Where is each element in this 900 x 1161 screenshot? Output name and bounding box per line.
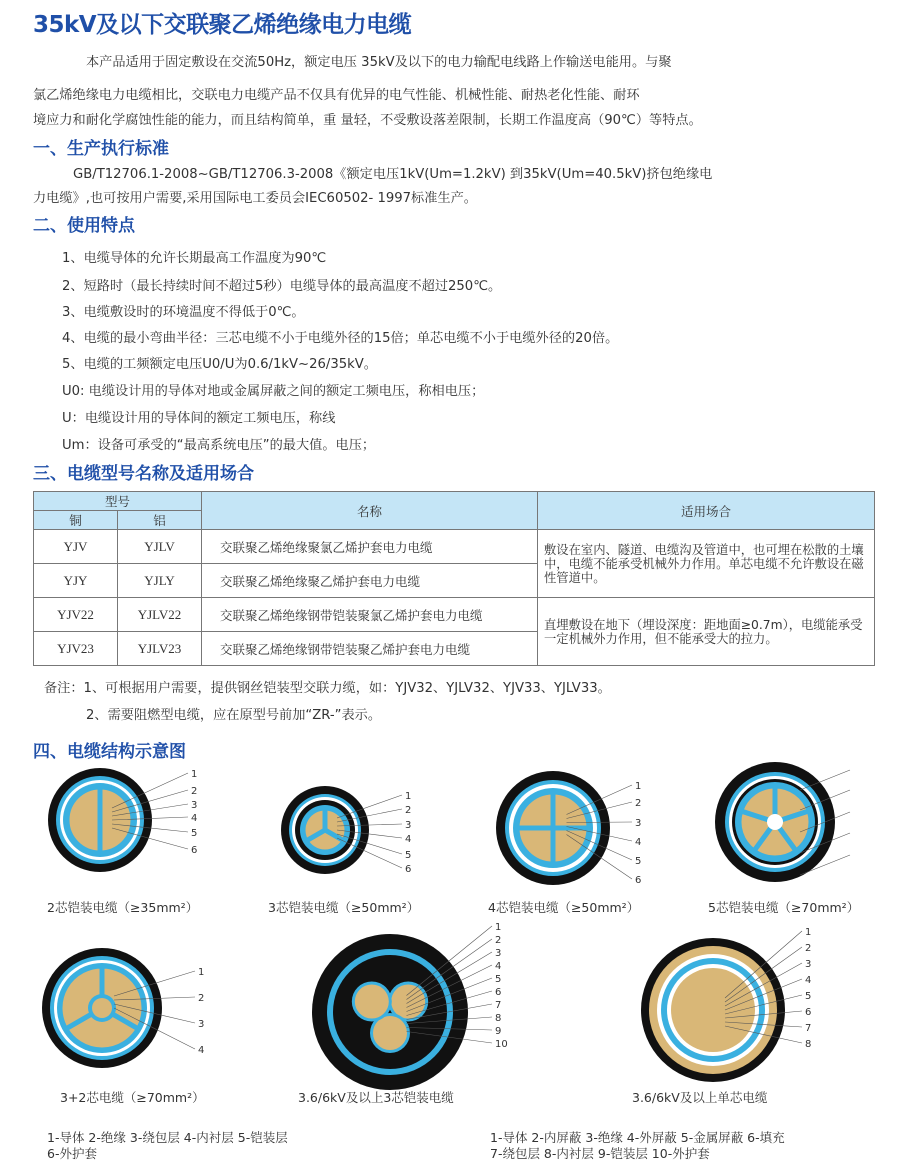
copper-model: YJV22 bbox=[34, 598, 118, 632]
label-number: 5 bbox=[805, 991, 812, 1002]
label-number: 3 bbox=[191, 800, 198, 811]
header-model: 型号 bbox=[34, 492, 202, 511]
label-number: 2 bbox=[198, 993, 205, 1004]
table-row bbox=[34, 530, 875, 564]
feature-item: U0: 电缆设计用的导体对地或金属屏蔽之间的额定工频电压，称相电压； bbox=[62, 384, 485, 399]
conductor bbox=[355, 985, 389, 1019]
section-heading: 三、电缆型号名称及适用场合 bbox=[33, 464, 254, 484]
cable-name: 交联聚乙烯绝缘聚乙烯护套电力电缆 bbox=[202, 564, 538, 598]
section-heading: 四、电缆结构示意图 bbox=[33, 742, 186, 762]
legend-right-line: 1-导体 2-内屏蔽 3-绝缘 4-外屏蔽 5-金属屏蔽 6-填充 bbox=[490, 1130, 785, 1145]
conductor bbox=[92, 998, 112, 1018]
conductor bbox=[373, 1016, 407, 1050]
label-number: 6 bbox=[191, 845, 198, 856]
filler bbox=[767, 814, 783, 830]
feature-item: 2、短路时（最长持续时间不超过5秒）电缆导体的最高温度不超过250℃。 bbox=[62, 279, 502, 294]
label-number: 6 bbox=[805, 1007, 812, 1018]
header-aluminum: 铝 bbox=[118, 511, 202, 530]
header-copper: 铜 bbox=[34, 511, 118, 530]
header-name: 名称 bbox=[202, 492, 538, 530]
label-number: 5 bbox=[495, 974, 502, 985]
label-number: 1 bbox=[198, 967, 205, 978]
label-number: 2 bbox=[495, 935, 502, 946]
cable-name: 交联聚乙烯绝缘聚氯乙烯护套电力电缆 bbox=[202, 530, 538, 564]
label-number: 1 bbox=[405, 791, 412, 802]
section-heading: 二、使用特点 bbox=[33, 216, 135, 236]
standard-line: GB/T12706.1-2008~GB/T12706.3-2008《额定电压1kV(Um=1.2kV) 到35kV(Um=40.5kV)挤包绝缘电 bbox=[73, 167, 713, 182]
diagram-caption: 5芯铠装电缆（≥70mm²） bbox=[708, 900, 860, 915]
label-number: 5 bbox=[405, 850, 412, 861]
feature-item: 5、电缆的工频额定电压U0/U为0.6/1kV~26/35kV。 bbox=[62, 357, 377, 372]
table-row bbox=[34, 598, 875, 632]
label-number: 4 bbox=[191, 813, 198, 824]
label-number: 4 bbox=[805, 975, 812, 986]
aluminum-model: YJLY bbox=[118, 564, 202, 598]
standard-line: 力电缆》,也可按用户需要,采用国际电工委员会IEC60502- 1997标准生产。 bbox=[33, 191, 477, 206]
header-usage: 适用场合 bbox=[538, 492, 875, 530]
diagram-caption: 3芯铠装电缆（≥50mm²） bbox=[268, 900, 420, 915]
copper-model: YJY bbox=[34, 564, 118, 598]
diagram-caption: 4芯铠装电缆（≥50mm²） bbox=[488, 900, 640, 915]
cable-name: 交联聚乙烯绝缘钢带铠装聚氯乙烯护套电力电缆 bbox=[202, 598, 538, 632]
label-number: 2 bbox=[635, 798, 642, 809]
diagram-caption: 2芯铠装电缆（≥35mm²） bbox=[47, 900, 199, 915]
label-number: 1 bbox=[805, 927, 812, 938]
feature-item: U：电缆设计用的导体间的额定工频电压，称线 bbox=[62, 411, 336, 426]
intro-line: 氯乙烯绝缘电力电缆相比，交联电力电缆产品不仅具有优异的电气性能、机械性能、耐热老化性能、耐环 bbox=[33, 88, 640, 103]
usage-cell: 敷设在室内、隧道、电缆沟及管道中，也可埋在松散的土壤中，电缆不能承受机械外力作用。单芯电缆不允许敷设在磁性管道中。 bbox=[538, 530, 875, 598]
label-number: 3 bbox=[198, 1019, 205, 1030]
label-number: 7 bbox=[805, 1023, 812, 1034]
label-number: 8 bbox=[495, 1013, 502, 1024]
legend-right-line: 7-绕包层 8-内衬层 9-铠装层 10-外护套 bbox=[490, 1146, 710, 1161]
label-number: 5 bbox=[635, 856, 642, 867]
label-number: 1 bbox=[495, 922, 502, 933]
label-number: 4 bbox=[635, 837, 642, 848]
label-number: 4 bbox=[405, 834, 412, 845]
feature-item: Um：设备可承受的“最高系统电压”的最大值。电压； bbox=[62, 438, 376, 453]
note-line: 备注：1、可根据用户需要，提供钢丝铠装型交联力缆，如：YJV32、YJLV32、YJV33、YJLV33。 bbox=[44, 681, 611, 696]
label-number: 3 bbox=[635, 818, 642, 829]
label-number: 6 bbox=[405, 864, 412, 875]
label-number: 3 bbox=[495, 948, 502, 959]
label-number: 8 bbox=[805, 1039, 812, 1050]
label-number: 9 bbox=[495, 1026, 502, 1037]
label-number: 3 bbox=[405, 820, 412, 831]
cable-diagrams bbox=[0, 760, 900, 1100]
feature-item: 4、电缆的最小弯曲半径：三芯电缆不小于电缆外径的15倍；单芯电缆不小于电缆外径的20倍。 bbox=[62, 331, 619, 346]
feature-item: 3、电缆敷设时的环境温度不得低于0℃。 bbox=[62, 305, 305, 320]
note-line: 2、需要阻燃型电缆，应在原型号前加“ZR-”表示。 bbox=[86, 708, 382, 723]
page-title: 35kV及以下交联聚乙烯绝缘电力电缆 bbox=[33, 12, 412, 38]
label-number: 5 bbox=[191, 828, 198, 839]
copper-model: YJV bbox=[34, 530, 118, 564]
usage-cell: 直埋敷设在地下（埋设深度：距地面≥0.7m），电缆能承受一定机械外力作用，但不能承受大的拉力。 bbox=[538, 598, 875, 666]
label-number: 6 bbox=[635, 875, 642, 886]
legend-left-line: 1-导体 2-绝缘 3-绕包层 4-内衬层 5-铠装层 bbox=[47, 1130, 288, 1145]
intro-line: 境应力和耐化学腐蚀性能的能力，而且结构简单，重 量轻，不受敷设落差限制，长期工作温度高（90℃）等特点。 bbox=[33, 113, 702, 128]
copper-model: YJV23 bbox=[34, 632, 118, 666]
label-number: 1 bbox=[191, 769, 198, 780]
diagram-caption: 3.6/6kV及以上3芯铠装电缆 bbox=[298, 1090, 454, 1105]
feature-item: 1、电缆导体的允许长期最高工作温度为90℃ bbox=[62, 251, 327, 266]
label-number: 10 bbox=[495, 1039, 508, 1050]
label-number: 2 bbox=[805, 943, 812, 954]
label-number: 6 bbox=[495, 987, 502, 998]
label-number: 2 bbox=[405, 805, 412, 816]
label-number: 1 bbox=[635, 781, 642, 792]
label-number: 4 bbox=[198, 1045, 205, 1056]
label-number: 7 bbox=[495, 1000, 502, 1011]
label-number: 4 bbox=[495, 961, 502, 972]
diagram-caption: 3+2芯电缆（≥70mm²） bbox=[60, 1090, 205, 1105]
aluminum-model: YJLV bbox=[118, 530, 202, 564]
label-number: 3 bbox=[805, 959, 812, 970]
section-heading: 一、生产执行标准 bbox=[33, 139, 169, 159]
diagram-caption: 3.6/6kV及以上单芯电缆 bbox=[632, 1090, 768, 1105]
legend-left-line: 6-外护套 bbox=[47, 1146, 97, 1161]
cable-model-table bbox=[33, 491, 875, 666]
cable-name: 交联聚乙烯绝缘钢带铠装聚乙烯护套电力电缆 bbox=[202, 632, 538, 666]
label-number: 2 bbox=[191, 786, 198, 797]
aluminum-model: YJLV23 bbox=[118, 632, 202, 666]
intro-line: 本产品适用于固定敷设在交流50Hz，额定电压 35kV及以下的电力输配电线路上作输送电能用。与聚 bbox=[86, 55, 672, 70]
aluminum-model: YJLV22 bbox=[118, 598, 202, 632]
